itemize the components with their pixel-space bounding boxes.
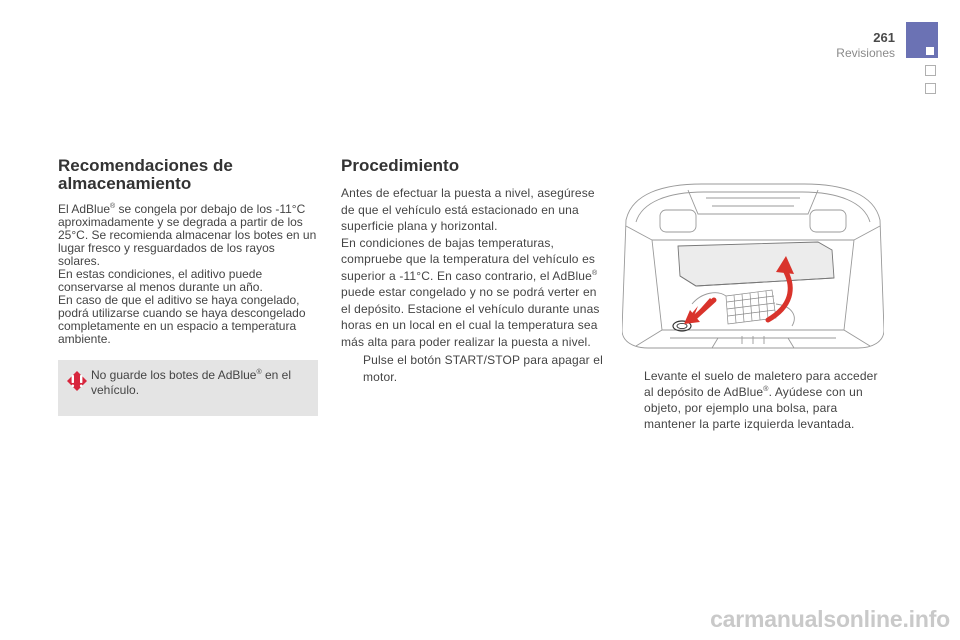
- warning-box: [58, 360, 318, 416]
- warning-icon: [66, 370, 88, 392]
- step-marker-icon: [341, 352, 363, 385]
- storage-paragraph: En caso de que el aditivo se haya congelado, podrá utilizarse cuando se haya descongelado completamente en un espacio a temperatura ambiente.: [58, 293, 306, 346]
- page-number: 261: [873, 30, 895, 45]
- illustration-section: [622, 180, 890, 432]
- tab-box: [925, 83, 936, 94]
- storage-title: Recomendaciones de almacenamiento: [58, 156, 233, 193]
- chapter-tab: [906, 22, 938, 58]
- procedure-step: Pulse el botón START/STOP para apagar el motor.: [341, 352, 603, 385]
- section-name: Revisiones: [836, 46, 895, 60]
- procedure-paragraph: Antes de efectuar la puesta a nivel, asegúrese de que el vehículo está estacionado en una superficie plana y horizontal.: [341, 186, 595, 233]
- storage-section: [58, 157, 320, 416]
- procedure-paragraph: En condiciones de bajas temperaturas, compruebe que la temperatura del vehículo es superior a -11°C. En caso contrario, el AdBlue® puede estar congelado y no se podrá verter en el depósito. Estacione el vehículo durante unas horas en un local en el cual la temperatura sea más alta para poder realizar la puesta a nivel.: [341, 235, 600, 349]
- car-trunk-illustration: [622, 180, 884, 354]
- storage-paragraph: El AdBlue® se congela por debajo de los -11°C aproximadamente y se degrada a partir de los 25°C. Se recomienda almacenar los botes en un lugar fresco y resguardados de los rayos solares.: [58, 202, 317, 268]
- storage-paragraph: En estas condiciones, el aditivo puede conservarse al menos durante un año.: [58, 267, 263, 294]
- warning-text: No guarde los botes de AdBlue® en el vehículo.: [91, 368, 291, 397]
- tab-box: [925, 65, 936, 76]
- footer-watermark: carmanualsonline.info: [710, 606, 950, 632]
- procedure-section: [341, 157, 603, 385]
- step-marker-icon: [622, 368, 644, 432]
- procedure-step: Levante el suelo de maletero para acceder al depósito de AdBlue®. Ayúdese con un objeto, por ejemplo una bolsa, para mantener la parte izquierda levantada.: [622, 368, 890, 432]
- procedure-title: Procedimiento: [341, 156, 460, 175]
